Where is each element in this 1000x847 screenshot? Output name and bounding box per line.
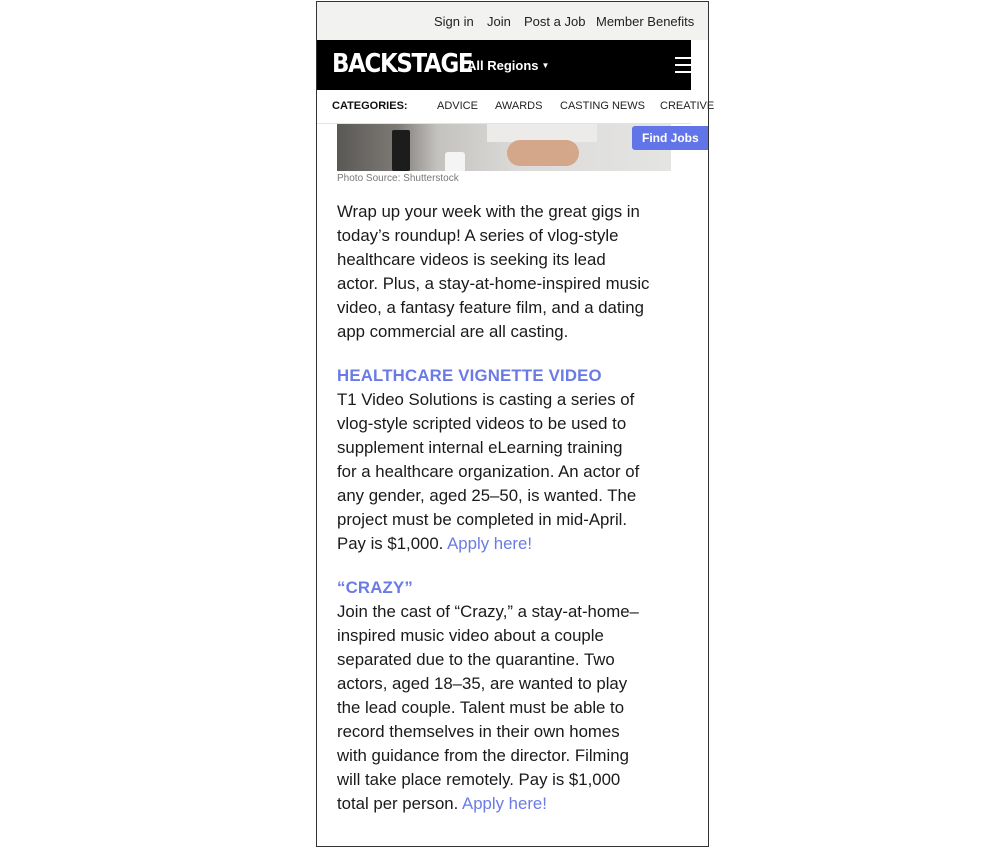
top-utility-bar <box>317 2 708 40</box>
camera-shape <box>392 130 410 171</box>
section-line: separated due to the quarantine. Two <box>337 650 615 669</box>
article-intro <box>337 200 677 344</box>
section-line-text: total per person. <box>337 794 459 813</box>
region-selector[interactable] <box>467 58 549 73</box>
intro-line: healthcare videos is seeking its lead <box>337 250 606 269</box>
section-line: for a healthcare organization. An actor of <box>337 462 640 481</box>
intro-line: today’s roundup! A series of vlog-style <box>337 226 619 245</box>
section-line: the lead couple. Talent must be able to <box>337 698 625 717</box>
menu-bar <box>675 57 693 59</box>
post-a-job-link[interactable]: Post a Job <box>524 14 586 29</box>
section-line-with-link <box>337 532 677 556</box>
mobile-viewport <box>316 1 715 847</box>
article-hero-photo <box>337 124 671 171</box>
section-line: with guidance from the director. Filming <box>337 746 629 765</box>
apply-link[interactable]: Apply here! <box>462 794 547 813</box>
intro-line: app commercial are all casting. <box>337 322 569 341</box>
caret-down-icon: ▼ <box>541 61 550 70</box>
section-line: any gender, aged 25–50, is wanted. The <box>337 486 637 505</box>
photo-credit: Photo Source: Shutterstock <box>337 173 459 184</box>
section-heading: “CRAZY” <box>337 578 413 597</box>
section-line: will take place remotely. Pay is $1,000 <box>337 770 621 789</box>
categories-label: CATEGORIES: <box>332 100 408 112</box>
sign-in-link[interactable]: Sign in <box>434 14 474 29</box>
category-creative[interactable]: CREATIVE <box>660 100 715 112</box>
section-heading: HEALTHCARE VIGNETTE VIDEO <box>337 366 602 385</box>
find-jobs-button[interactable]: Find Jobs <box>632 126 708 150</box>
hamburger-menu-icon[interactable] <box>675 55 691 75</box>
hands-shape <box>507 140 579 166</box>
category-casting-news[interactable]: CASTING NEWS <box>560 100 645 112</box>
casting-section-crazy <box>337 576 677 816</box>
intro-line: Wrap up your week with the great gigs in <box>337 202 640 221</box>
section-line-with-link <box>337 792 677 816</box>
section-line: project must be completed in mid-April. <box>337 510 628 529</box>
member-benefits-link[interactable]: Member Benefits <box>596 14 695 29</box>
join-link[interactable]: Join <box>487 14 511 29</box>
intro-line: video, a fantasy feature film, and a dating <box>337 298 644 317</box>
section-line: T1 Video Solutions is casting a series of <box>337 390 635 409</box>
categories-bar <box>317 90 715 124</box>
section-line: inspired music video about a couple <box>337 626 604 645</box>
section-line-text: Pay is $1,000. <box>337 534 444 553</box>
cup-shape <box>445 152 465 171</box>
region-selector-label: All Regions <box>467 58 539 73</box>
menu-bar <box>675 64 693 66</box>
intro-line: actor. Plus, a stay-at-home-inspired music <box>337 274 650 293</box>
casting-section-healthcare <box>337 364 677 556</box>
section-line: actors, aged 18–35, are wanted to play <box>337 674 628 693</box>
apply-link[interactable]: Apply here! <box>447 534 532 553</box>
category-awards[interactable]: AWARDS <box>495 100 543 112</box>
menu-bar <box>675 71 693 73</box>
section-line: supplement internal eLearning training <box>337 438 623 457</box>
backstage-logo[interactable]: BACKSTAGE <box>332 49 473 79</box>
section-line: Join the cast of “Crazy,” a stay-at-home– <box>337 602 639 621</box>
section-line: vlog-style scripted videos to be used to <box>337 414 627 433</box>
category-advice[interactable]: ADVICE <box>437 100 478 112</box>
section-line: record themselves in their own homes <box>337 722 620 741</box>
site-header <box>317 40 691 90</box>
